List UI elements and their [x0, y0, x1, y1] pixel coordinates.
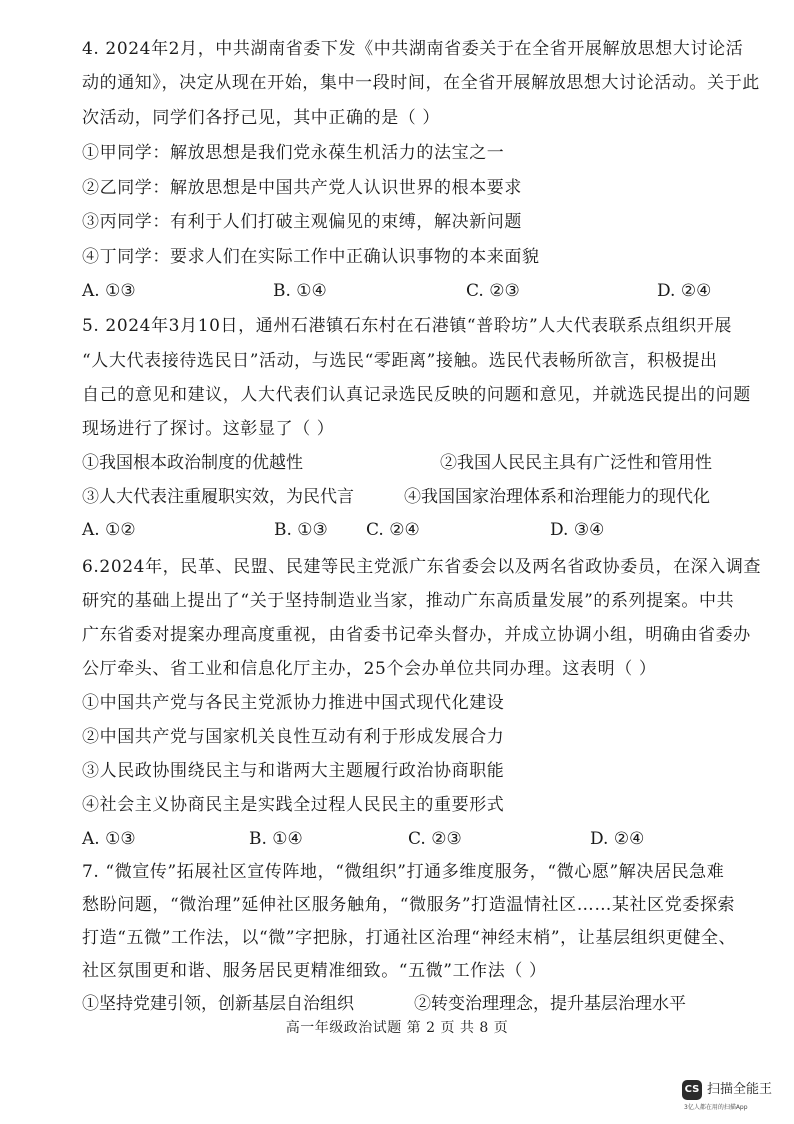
q4-line-3: 次活动，同学们各抒己见，其中正确的是（ ）	[82, 108, 441, 128]
q5-line-2: “人大代表接待选民日”活动，与选民“零距离”接触。选民代表畅所欲言，积极提出	[82, 351, 718, 371]
q4-option-a: A. ①③	[82, 281, 136, 301]
q7-line-1: 7. “微宣传”拓展社区宣传阵地，“微组织”打通多维度服务，“微心愿”解决居民急难	[82, 862, 725, 882]
q6-option-c: C. ②③	[408, 829, 462, 849]
q5-statement-4: ④我国国家治理体系和治理能力的现代化	[404, 487, 710, 507]
q4-option-d: D. ②④	[657, 281, 712, 301]
q6-line-2: 研究的基础上提出了“关于坚持制造业当家，推动广东高质量发展”的系列提案。中共	[82, 591, 735, 611]
q6-line-4: 公厅牵头、省工业和信息化厅主办，25个会办单位共同办理。这表明（ ）	[82, 659, 657, 679]
q6-statement-4: ④社会主义协商民主是实践全过程人民民主的重要形式	[82, 795, 505, 815]
scanner-badge	[682, 1080, 792, 1120]
q5-statement-3: ③人大代表注重履职实效，为民代言	[82, 487, 354, 507]
q4-statement-4: ④丁同学：要求人们在实际工作中正确认识事物的本来面貌	[82, 247, 540, 267]
q6-statement-2: ②中国共产党与国家机关良性互动有利于形成发展合力	[82, 727, 505, 747]
q4-statement-2: ②乙同学：解放思想是中国共产党人认识世界的根本要求	[82, 178, 522, 198]
q6-line-3: 广东省委对提案办理高度重视，由省委书记牵头督办，并成立协调小组，明确由省委办	[82, 625, 751, 645]
q7-statement-1: ①坚持党建引领，创新基层自治组织	[82, 994, 354, 1014]
q7-line-4: 社区氛围更和谐、服务居民更精准细致。“五微”工作法（ ）	[82, 961, 547, 981]
q4-option-b: B. ①④	[273, 281, 327, 301]
q6-option-d: D. ②④	[590, 829, 645, 849]
q4-line-2: 动的通知》，决定从现在开始，集中一段时间，在全省开展解放思想大讨论活动。关于此	[82, 73, 760, 93]
q5-line-1: 5. 2024年3月10日，通州石港镇石东村在石港镇“普聆坊”人大代表联系点组织开展	[82, 316, 732, 336]
q4-statement-1: ①甲同学：解放思想是我们党永葆生机活力的法宝之一	[82, 143, 505, 163]
q6-statement-1: ①中国共产党与各民主党派协力推进中国式现代化建设	[82, 693, 505, 713]
q5-line-4: 现场进行了探讨。这彰显了（ ）	[82, 419, 335, 439]
camscanner-logo-icon: CS	[682, 1080, 702, 1100]
q7-statement-2: ②转变治理理念，提升基层治理水平	[414, 994, 686, 1014]
q4-line-1: 4. 2024年2月，中共湖南省委下发《中共湖南省委关于在全省开展解放思想大讨论活	[82, 39, 744, 59]
q6-option-a: A. ①③	[82, 829, 136, 849]
q7-line-2: 愁盼问题，“微治理”延伸社区服务触角，“微服务”打造温情社区……某社区党委探索	[82, 895, 736, 915]
q5-option-b: B. ①③	[274, 520, 328, 540]
q6-option-b: B. ①④	[249, 829, 303, 849]
q5-option-d: D. ③④	[550, 520, 605, 540]
q4-statement-3: ③丙同学：有利于人们打破主观偏见的束缚，解决新问题	[82, 212, 522, 232]
q4-option-c: C. ②③	[466, 281, 520, 301]
q6-statement-3: ③人民政协围绕民主与和谐两大主题履行政治协商职能	[82, 761, 505, 781]
page-footer: 高一年级政治试题 第 2 页 共 8 页	[285, 1020, 509, 1036]
q5-statement-1: ①我国根本政治制度的优越性	[82, 453, 303, 473]
scanner-app-name: 扫描全能王	[707, 1082, 773, 1097]
q6-line-1: 6.2024年，民革、民盟、民建等民主党派广东省委会以及两名省政协委员，在深入调查	[82, 557, 762, 577]
q5-statement-2: ②我国人民民主具有广泛性和管用性	[440, 453, 712, 473]
q5-option-a: A. ①②	[82, 520, 136, 540]
q7-line-3: 打造“五微”工作法，以“微”字把脉，打通社区治理“神经末梢”，让基层组织更健全、	[82, 928, 737, 948]
q5-option-c: C. ②④	[366, 520, 420, 540]
q5-line-3: 自己的意见和建议，人大代表们认真记录选民反映的问题和意见，并就选民提出的问题	[82, 385, 751, 405]
scanner-tagline: 3亿人都在用的扫描App	[684, 1104, 748, 1111]
